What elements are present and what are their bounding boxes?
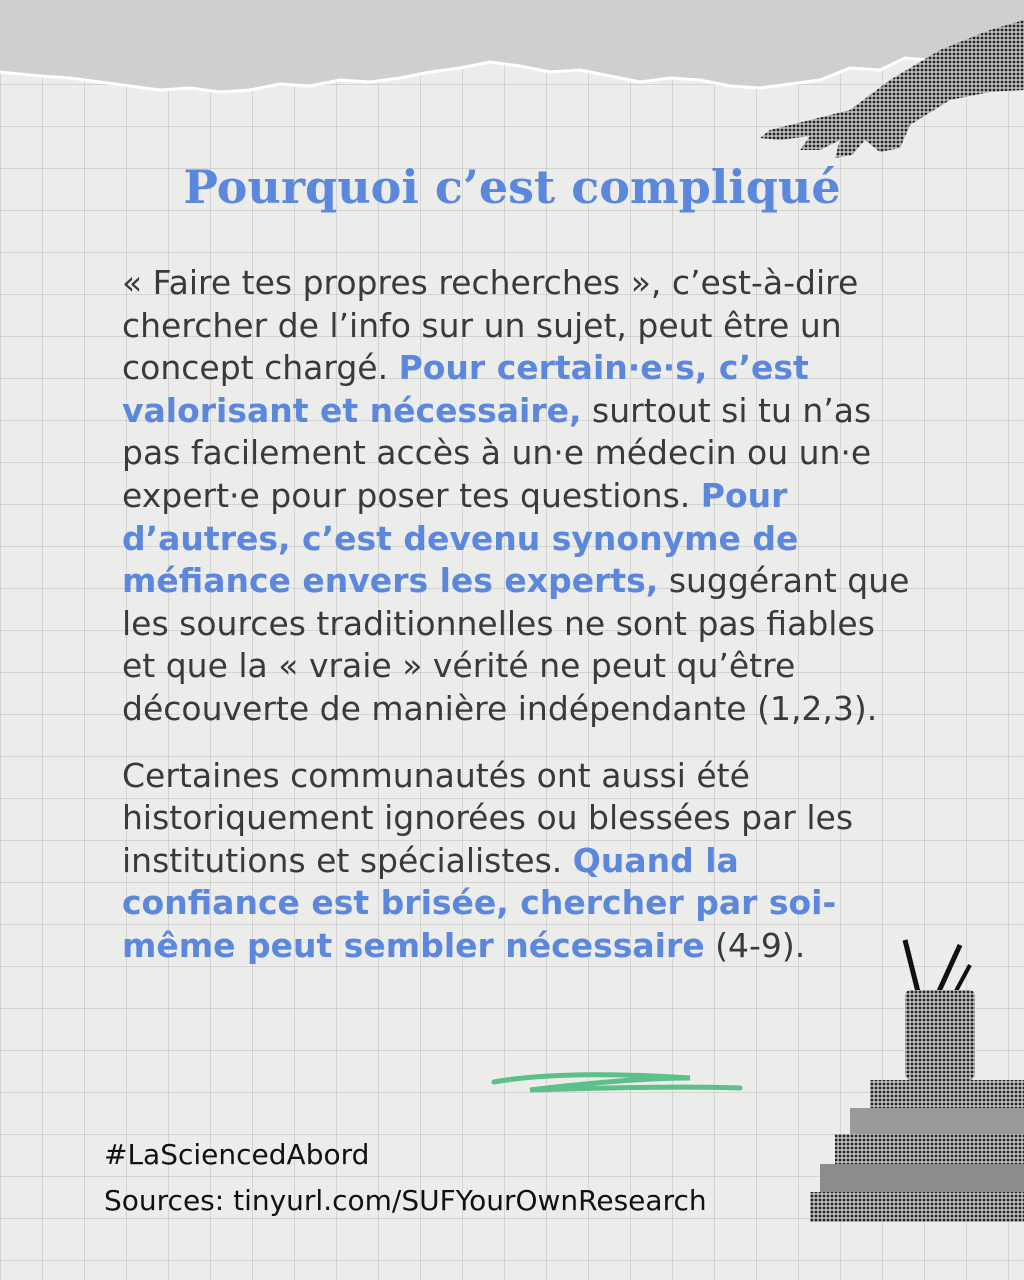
paragraph-2-text-1: Certaines communautés ont aussi été historiquement ignorées ou blessées par les institutions et spécialistes. (122, 755, 854, 880)
paragraph-1 (122, 262, 912, 731)
body-text (122, 262, 912, 968)
sources-link[interactable]: Sources: tinyurl.com/SUFYourOwnResearch (104, 1184, 707, 1217)
green-underline-squiggle (490, 1070, 750, 1100)
paragraph-1-highlight-1: Pour certain·e·s, c’est valorisant et nécessaire, (122, 348, 809, 430)
paragraph-2 (122, 755, 912, 968)
books-and-pencils-illustration (810, 930, 1024, 1230)
paragraph-1-text-2: surtout si tu n’as pas facilement accès à un·e médecin ou un·e expert·e pour poser tes questions. (122, 390, 872, 515)
paragraph-1-highlight-2: Pour d’autres, c’est devenu synonyme de méfiance envers les experts, (122, 475, 799, 601)
paragraph-1-text-3: suggérant que les sources traditionnelles ne sont pas fiables et que la « vraie » vérité ne peut qu’être découverte de manière indépendante (1,2,3). (122, 561, 910, 728)
paragraph-2-highlight-1: Quand la confiance est brisée, chercher par soi-même peut sembler nécessaire (122, 840, 837, 965)
footer (104, 1132, 707, 1224)
paragraph-2-text-2: (4-9). (704, 925, 806, 965)
page-title: Pourquoi c’est compliqué (183, 160, 841, 214)
hand-illustration (740, 0, 1024, 170)
hashtag: #LaSciencedAbord (104, 1138, 370, 1171)
paragraph-1-text-1: « Faire tes propres recherches », c’est-à-dire chercher de l’info sur un sujet, peut être un concept chargé. (122, 263, 859, 388)
